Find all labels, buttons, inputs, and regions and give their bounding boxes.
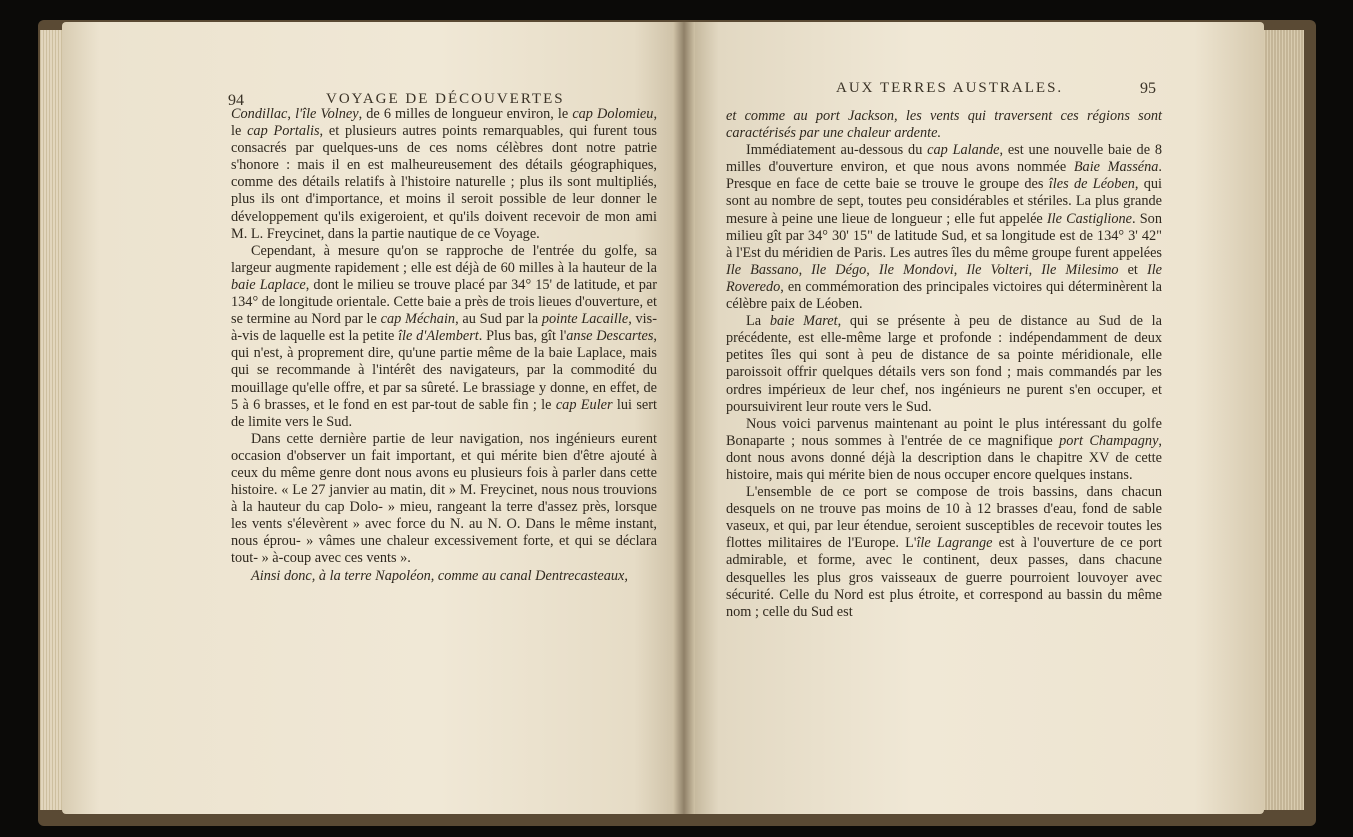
italic-text: l'île Volney (295, 106, 359, 122)
body-text: Cependant, à mesure qu'on se rapproche de l'entrée du golfe, sa largeur augmente rapidement ; elle est déjà de 60 milles à la hauteur de la (231, 242, 657, 276)
paragraph (726, 313, 1162, 416)
italic-text: port Champagny (1059, 432, 1159, 449)
italic-text: baie Maret (769, 313, 838, 330)
body-text: , le (231, 106, 658, 140)
italic-text: île Lagrange (916, 535, 993, 552)
italic-text: Ile Castiglione (1046, 210, 1133, 227)
body-text: , (953, 261, 967, 278)
italic-text: Ile Roveredo (726, 261, 1163, 295)
body-text: et (1118, 261, 1147, 278)
paragraph (726, 142, 1162, 313)
body-text: , de 6 milles de longueur environ, le (358, 106, 573, 122)
body-text: , qui sont au nombre de sept, toutes peu considérables et stériles. La plus grande mesure à peine une lieue de longueur ; elle fut appelée (726, 176, 1162, 227)
body-text: La (746, 313, 770, 330)
body-text: , dont le milieu se trouve placé par 34° 15' de latitude, et par 134° de longitude orientale. Cette baie a près de trois lieues d'ouverture, et se termine au Nord par le (231, 276, 657, 328)
italic-text: Ainsi donc, à la terre Napoléon, comme au canal Dentrecasteaux, (251, 567, 628, 584)
book-gutter (673, 22, 695, 814)
left-running-head: VOYAGE DE DÉCOUVERTES (326, 91, 565, 107)
italic-text: Ile Dégo (811, 261, 867, 278)
body-text: . Plus bas, gît l' (478, 328, 567, 345)
right-page-number: 95 (1140, 80, 1156, 97)
italic-text: Ile Milesimo (1041, 261, 1119, 278)
italic-text: Ile Volteri (966, 261, 1029, 278)
body-text: , en commémoration des principales victoires qui déterminèrent la célèbre paix de Léoben. (726, 278, 1162, 313)
paragraph (726, 416, 1162, 484)
right-running-head: AUX TERRES AUSTRALES. (836, 80, 1064, 96)
body-text: est à l'ouverture de ce port admirable, et forme, avec le continent, deux passes, dans chacune desquelles les plus gros vaisseaux de guerre pourroient louvoyer avec sécurité. Celle du Nord est plus étroite, et correspond au bassin du même nom ; celle du Sud est (726, 535, 1163, 620)
body-text: , (866, 261, 879, 278)
paragraph (231, 568, 657, 585)
italic-text: Ile Mondovi (878, 261, 954, 278)
italic-text: cap Lalande (927, 142, 1000, 159)
italic-text: île d'Alembert (398, 328, 479, 345)
left-page-number: 94 (228, 92, 244, 109)
paragraph (231, 106, 657, 243)
italic-text: pointe Lacaille (541, 311, 629, 328)
body-text: , au Sud par la (455, 311, 542, 328)
paragraph (231, 243, 657, 431)
italic-text: Baie Masséna (1073, 159, 1159, 176)
body-text: Nous voici parvenus maintenant au point le plus intéressant du golfe Bonaparte ; nous sommes à l'entrée de ce magnifique (726, 415, 1162, 449)
paragraph (726, 484, 1162, 621)
body-text: L'ensemble de ce port se compose de trois bassins, dans chacun desquels on ne trouve pas moins de 10 à 12 brasses d'eau, fond de sable vaseux, et qui, par leur étendue, seroient susceptibles de recevoir toutes les flottes militaires de l'Europe. L' (726, 484, 1162, 552)
italic-text: îles de Léoben (1048, 176, 1135, 193)
italic-text: cap Portalis (247, 123, 320, 140)
body-text: , (287, 106, 296, 122)
body-text: . Son milieu gît par 34° 30' 15" de latitude Sud, et sa longitude est de 134° 3' 42" à l'Est du méridien de Paris. Les autres îles du même groupe furent appelées (726, 210, 1162, 261)
body-text: . Presque en face de cette baie se trouve le groupe des (726, 159, 1162, 193)
body-text: , qui se présente à peu de distance au Sud de la précédente, est elle-même large et profonde : indépendamment de deux petites îles qui sont à peu de distance de sa pointe méridionale, elle paroissoit offrir quelques détails vers son fond ; mais commandés par les ordres impérieux de leur chef, nos ingénieurs ne purent s'en occuper, et poursuivirent leur route vers le Sud. (726, 313, 1162, 415)
body-text: , est une nouvelle baie de 8 milles d'ouverture environ, et que nous avons nommée (726, 142, 1162, 176)
body-text: , vis-à-vis de laquelle est la petite (231, 311, 657, 345)
right-page-edges (1258, 30, 1304, 810)
body-text: Immédiatement au-dessous du (746, 142, 928, 159)
body-text: lui sert de limite vers le Sud. (231, 396, 657, 430)
italic-text: anse Descartes (566, 328, 654, 345)
right-page-text (726, 108, 1162, 621)
italic-text: baie Laplace (231, 276, 306, 293)
italic-text: Ile Bassano (726, 261, 799, 278)
body-text: , (1028, 261, 1042, 278)
body-text: , (798, 261, 812, 278)
italic-text: cap Dolomieu (572, 106, 654, 122)
paragraph (726, 108, 1162, 142)
body-text: , dont nous avons donné déjà la description dans le chapitre XV de cette histoire, mais qui mérite bien de nous occuper encore quelques instans. (726, 432, 1162, 483)
body-text: , qui n'est, à proprement dire, qu'une partie même de la baie Laplace, mais qui se recommande à l'intérêt des navigateurs, par la commodité du mouillage qu'elle offre, et par sa sûreté. Le brassiage y donne, en effet, de 5 à 6 brasses, et le fond en est par-tout de sable fin ; le (231, 328, 657, 413)
italic-text: Condillac (231, 106, 288, 122)
italic-text: et comme au port Jackson, les vents qui traversent ces régions sont caractérisés par une chaleur ardente. (726, 108, 1162, 142)
body-text: , et plusieurs autres points remarquables, qui furent tous consacrés par quelques-uns de ces noms célèbres dont notre patrie s'honore : mais il en est malheureusement des détails géographiques, comme des détails relatifs à l'histoire naturelle ; plus ils sont multipliés, plus ils ont d'importance, et moins il seroit possible de leur donner le développement qu'ils exigeroient, et qu'ils doivent recevoir de mon ami M. L. Freycinet, dans la partie nautique de ce Voyage. (231, 123, 657, 242)
paragraph (231, 431, 657, 568)
left-page-text (231, 106, 657, 585)
italic-text: cap Méchain (380, 311, 456, 328)
body-text: Dans cette dernière partie de leur navigation, nos ingénieurs eurent occasion d'observer un fait important, et qui mérite bien d'être ajouté à ceux du même genre dont nous avons eu plusieurs fois à parler dans cette histoire. « Le 27 janvier au matin, dit » M. Freycinet, nous nous trouvions à la hauteur du cap Dolo- » mieu, rangeant la terre d'assez près, lorsque les vents s'élevèrent » avec force du N. au N. O. Dans le même instant, nous éprou- » vâmes une chaleur excessivement forte, et qui se déclara tout- » à-coup avec ces vents ». (231, 430, 657, 567)
italic-text: cap Euler (555, 396, 613, 413)
